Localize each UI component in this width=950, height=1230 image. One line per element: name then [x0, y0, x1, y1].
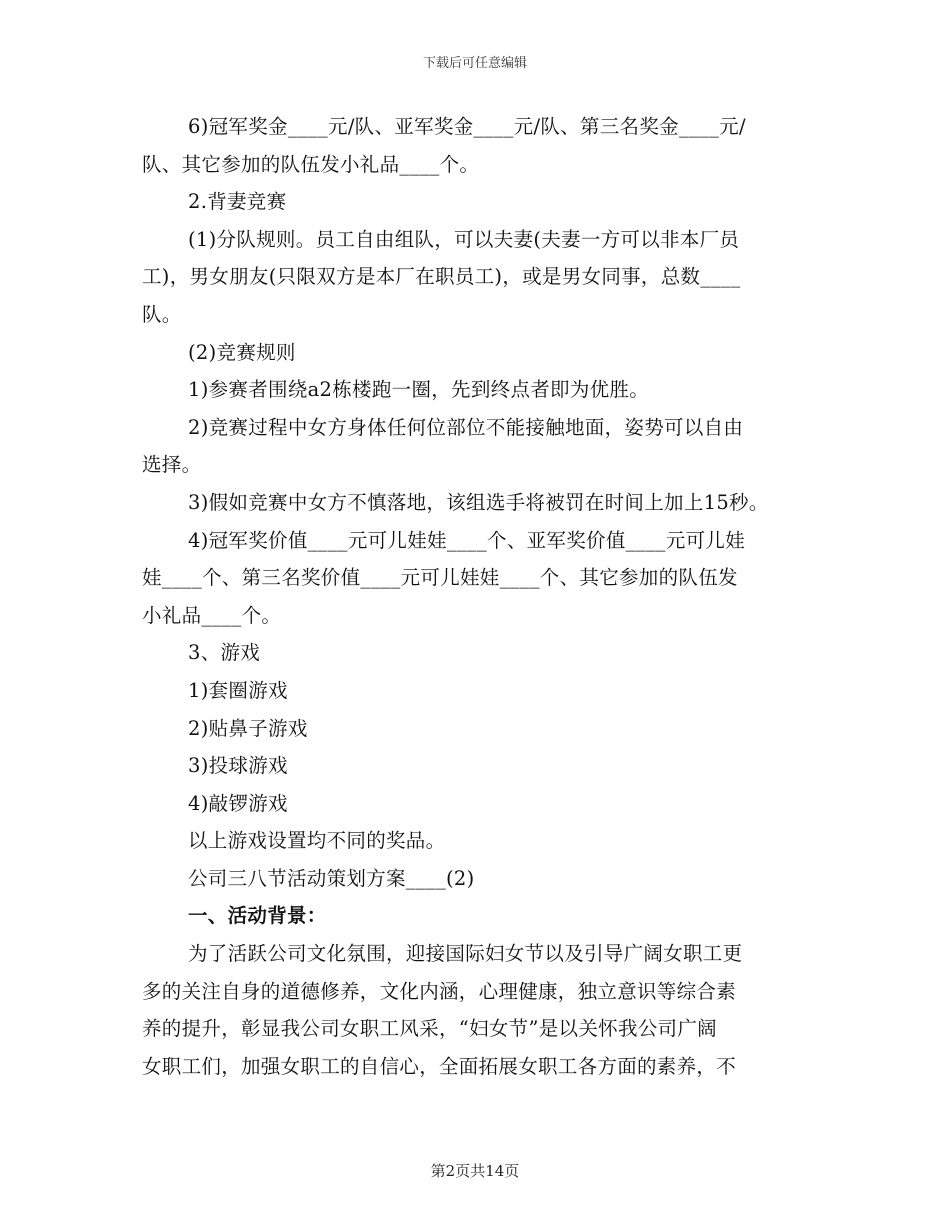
document-body [142, 108, 808, 1085]
text-line: 6)冠军奖金____元/队、亚军奖金____元/队、第三名奖金____元/ [188, 115, 746, 138]
text-line: 选择。 [142, 453, 202, 477]
list-item: 3)投球游戏 [188, 754, 288, 778]
text-line: 4)冠军奖价值____元可儿娃娃____个、亚军奖价值____元可儿娃 [188, 528, 746, 552]
text-line: 为了活跃公司文化氛围，迎接国际妇女节以及引导广阔女职工更 [188, 942, 743, 966]
list-item: 1)套圈游戏 [188, 678, 288, 702]
list-item: 4)敲锣游戏 [188, 791, 288, 815]
section-heading: 3、游戏 [188, 641, 261, 665]
text-line: 娃____个、第三名奖价值____元可儿娃娃____个、其它参加的队伍发 [142, 566, 738, 590]
list-item: 2)贴鼻子游戏 [188, 716, 308, 740]
text-line: 2)竞赛过程中女方身体任何位部位不能接触地面，姿势可以自由 [188, 415, 744, 439]
text-line: 养的提升，彰显我公司女职工风采，“妇女节”是以关怀我公司广阔 [142, 1017, 717, 1041]
text-line: 女职工们，加强女职工的自信心，全面拓展女职工各方面的素养，不 [142, 1054, 737, 1078]
text-line: 队、其它参加的队伍发小礼品____个。 [142, 152, 480, 176]
text-line: (2)竞赛规则 [188, 340, 296, 364]
text-line: 2.背妻竞赛 [188, 190, 287, 214]
text-line: 3)假如竞赛中女方不慎落地，该组选手将被罚在时间上加上15秒。 [188, 490, 769, 514]
text-line: 队。 [142, 302, 182, 326]
text-line: 小礼品____个。 [142, 603, 282, 627]
document-title-line: 公司三八节活动策划方案____(2) [188, 866, 475, 890]
section-heading: 一、活动背景： [188, 904, 327, 928]
page-number: 第2页共14页 [430, 1162, 520, 1180]
text-line: 工)，男女朋友(只限双方是本厂在职员工)，或是男女同事，总数____ [142, 265, 741, 289]
text-line: (1)分队规则。员工自由组队，可以夫妻(夫妻一方可以非本厂员 [188, 227, 740, 251]
page-header-note: 下载后可任意编辑 [422, 56, 527, 71]
text-line: 1)参赛者围绕a2栋楼跑一圈，先到终点者即为优胜。 [188, 378, 650, 402]
text-line: 多的关注自身的道德修养，文化内涵，心理健康，独立意识等综合素 [142, 979, 737, 1003]
text-line: 以上游戏设置均不同的奖品。 [188, 829, 446, 853]
